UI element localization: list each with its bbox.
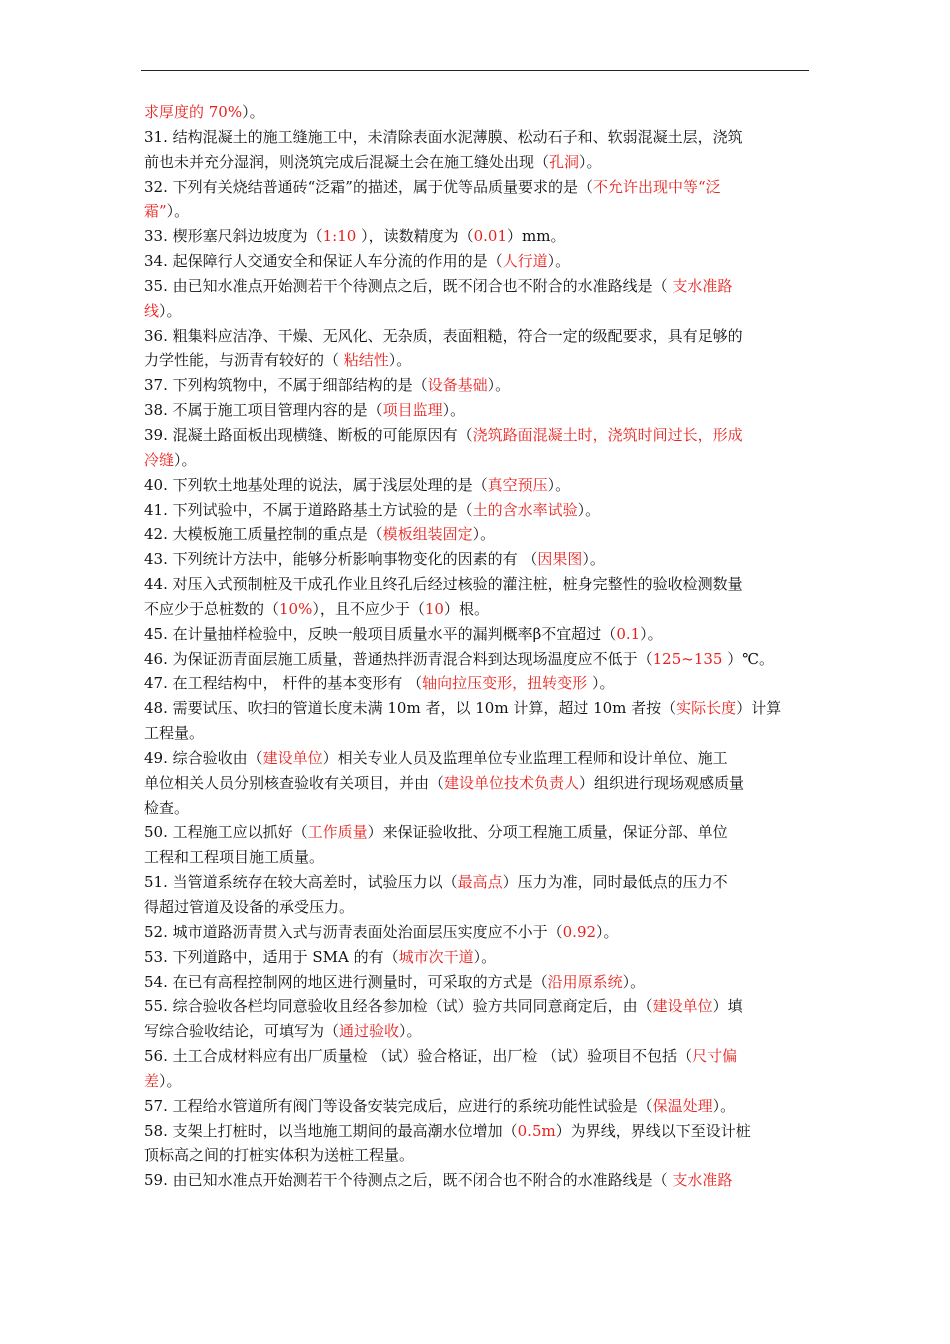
- text-line: [144, 498, 812, 523]
- question-text: ）来保证验收批、分项工程施工质量，保证分部、单位: [367, 823, 728, 842]
- answer-text: 0.5m: [517, 1121, 556, 1140]
- question-text: 顶标高之间的打桩实体积为送桩工程量。: [144, 1146, 415, 1165]
- answer-text: 沿用原系统: [547, 972, 623, 991]
- answer-text: 支水准路: [672, 276, 733, 295]
- question-text: 47. 在工程结构中， 杆件的基本变形有 （: [144, 674, 423, 693]
- text-line: [144, 895, 812, 920]
- text-line: [144, 473, 812, 498]
- answer-text: 支水准路: [672, 1171, 733, 1190]
- question-text: 38. 不属于施工项目管理内容的是（: [144, 401, 383, 420]
- question-text: ）。: [473, 947, 497, 966]
- question-text: 51. 当管道系统存在较大高差时，试验压力以（: [144, 873, 458, 892]
- question-text: ）。: [547, 475, 571, 494]
- question-text: ）mm。: [507, 227, 566, 246]
- text-line: [144, 1119, 812, 1144]
- question-text: 39. 混凝土路面板出现横缝、断板的可能原因有（: [144, 425, 473, 444]
- text-line: [144, 845, 812, 870]
- text-line: [144, 324, 812, 349]
- question-text: 52. 城市道路沥青贯入式与沥青表面处治面层压实度应不小于（: [144, 922, 563, 941]
- question-text: ）为界线，界线以下至设计桩: [555, 1121, 751, 1140]
- answer-text: 项目监理: [382, 401, 443, 420]
- question-text: ）。: [174, 450, 197, 469]
- answer-text: 0.92: [562, 922, 597, 941]
- header-rule: [141, 70, 809, 71]
- text-line: [144, 1044, 812, 1069]
- question-text: ）压力为准，同时最低点的压力不: [502, 873, 728, 892]
- question-text: ）计算: [736, 699, 782, 718]
- question-text: 工程和工程项目施工质量。: [144, 848, 325, 867]
- answer-text: 粘结性: [343, 351, 389, 370]
- question-text: ）。: [159, 1071, 182, 1090]
- text-line: [144, 696, 812, 721]
- question-text: 54. 在已有高程控制网的地区进行测量时，可采取的方式是（: [144, 972, 548, 991]
- question-text: ）组织进行现场观感质量: [579, 773, 745, 792]
- answer-text: 土的含水率试验: [472, 500, 578, 519]
- text-line: [144, 423, 812, 448]
- question-text: 55. 综合验收各栏均同意验收且经各参加检（试）验方共同同意商定后，由（: [144, 997, 653, 1016]
- text-line: [144, 994, 812, 1019]
- answer-text: 因果图: [537, 550, 583, 569]
- question-text: 44. 对压入式预制桩及干成孔作业且终孔后经过核验的灌注桩，桩身完整性的验收检测数量: [144, 575, 743, 594]
- answer-text: 尺寸偏: [692, 1047, 738, 1066]
- text-line: [144, 373, 812, 398]
- answer-text: 最高点: [457, 873, 503, 892]
- text-line: [144, 622, 812, 647]
- question-text: 53. 下列道路中，适用于 SMA 的有（: [144, 947, 399, 966]
- question-text: ）。: [242, 103, 265, 121]
- text-line: [144, 870, 812, 895]
- answer-text: 1:10: [322, 227, 362, 246]
- text-line: [144, 547, 812, 572]
- answer-text: 人行道: [502, 252, 548, 271]
- question-text: 34. 起保障行人交通安全和保证人车分流的作用的是（: [144, 252, 503, 271]
- text-line: [144, 299, 812, 324]
- answer-text: 孔洞: [549, 152, 580, 171]
- question-text: 检查。: [144, 798, 190, 817]
- text-line: [144, 721, 812, 746]
- text-line: [144, 970, 812, 995]
- text-line: [144, 572, 812, 597]
- question-text: 不应少于总桩数的（: [144, 599, 280, 618]
- text-line: [144, 175, 812, 200]
- answer-text: 真空预压: [487, 475, 548, 494]
- question-text: 得超过管道及设备的承受压力。: [144, 898, 355, 916]
- text-line: [144, 1168, 812, 1193]
- question-text: ）。: [591, 674, 615, 693]
- answer-text: 线: [144, 301, 160, 320]
- answer-text: 浇筑路面混凝土时，浇筑时间过长，形成: [472, 425, 743, 444]
- question-text: ）。: [487, 376, 511, 395]
- text-line: [144, 522, 812, 547]
- question-text: ）根。: [443, 599, 489, 618]
- answer-text: 模板组装固定: [382, 525, 473, 544]
- answer-text: 保温处理: [652, 1096, 713, 1115]
- document-body: [144, 100, 812, 1193]
- text-line: [144, 671, 812, 696]
- text-line: [144, 249, 812, 274]
- question-text: 46. 为保证沥青面层施工质量，普通热拌沥青混合料到达现场温度应不低于（: [144, 649, 653, 668]
- question-text: ）。: [547, 252, 571, 271]
- answer-text: 不允许出现中等“泛: [592, 177, 721, 196]
- question-text: 力学性能，与沥青有较好的（: [144, 351, 344, 370]
- answer-text: 工作质量: [307, 823, 368, 842]
- question-text: 37. 下列构筑物中，不属于细部结构的是（: [144, 376, 428, 395]
- question-text: ）。: [442, 401, 466, 420]
- answer-text: 霜”: [144, 202, 167, 221]
- question-text: 36. 粗集料应洁净、干燥、无风化、无杂质，表面粗糙，符合一定的级配要求，具有足够的: [144, 326, 743, 345]
- question-text: ）。: [159, 301, 182, 320]
- question-text: ）。: [712, 1096, 736, 1115]
- answer-text: 实际长度: [676, 699, 737, 718]
- text-line: [144, 348, 812, 373]
- text-line: [144, 820, 812, 845]
- question-text: ）。: [596, 922, 619, 941]
- question-text: ）。: [640, 624, 663, 643]
- text-line: [144, 746, 812, 771]
- text-line: [144, 398, 812, 423]
- text-line: [144, 945, 812, 970]
- text-line: [144, 796, 812, 821]
- question-text: ）℃。: [727, 649, 775, 668]
- text-line: [144, 125, 812, 150]
- question-text: ）。: [472, 525, 496, 544]
- question-text: 单位相关人员分别核查验收有关项目，并由（: [144, 773, 445, 792]
- answer-text: 求厚度的 70%: [144, 103, 243, 121]
- question-text: 58. 支架上打桩时，以当地施工期间的最高潮水位增加（: [144, 1121, 518, 1140]
- text-line: [144, 150, 812, 175]
- answer-text: 城市次干道: [398, 947, 474, 966]
- answer-text: 0.1: [616, 624, 641, 643]
- answer-text: 冷缝: [144, 450, 175, 469]
- answer-text: 差: [144, 1071, 160, 1090]
- text-line: [144, 920, 812, 945]
- text-line: [144, 199, 812, 224]
- text-line: [144, 448, 812, 473]
- question-text: 35. 由已知水准点开始测若干个待测点之后，既不闭合也不附合的水准路线是（: [144, 276, 673, 295]
- answer-text: 10: [424, 599, 444, 618]
- question-text: 41. 下列试验中，不属于道路路基土方试验的是（: [144, 500, 473, 519]
- question-text: 32. 下列有关烧结普通砖“泛霜”的描述，属于优等品质量要求的是（: [144, 177, 593, 196]
- question-text: ）填: [712, 997, 743, 1016]
- question-text: ），且不应少于（: [312, 599, 425, 618]
- question-text: 50. 工程施工应以抓好（: [144, 823, 308, 842]
- text-line: [144, 1094, 812, 1119]
- answer-text: 通过验收: [339, 1022, 400, 1041]
- answer-text: 设备基础: [427, 376, 488, 395]
- answer-text: 轴向拉压变形，扭转变形: [422, 674, 592, 693]
- question-text: 45. 在计量抽样检验中，反映一般项目质量水平的漏判概率β不宜超过（: [144, 624, 617, 643]
- text-line: [144, 1143, 812, 1168]
- question-text: ）相关专业人员及监理单位专业监理工程师和设计单位、施工: [322, 748, 728, 767]
- answer-text: 建设单位技术负责人: [444, 773, 580, 792]
- text-line: [144, 597, 812, 622]
- question-text: ）。: [399, 1022, 422, 1041]
- answer-text: 0.01: [473, 227, 507, 246]
- text-line: [144, 771, 812, 796]
- question-text: ）。: [579, 152, 602, 171]
- answer-text: 10%: [279, 599, 313, 618]
- answer-text: 建设单位: [262, 748, 323, 767]
- question-text: 43. 下列统计方法中，能够分析影响事物变化的因素的有 （: [144, 550, 538, 569]
- question-text: 48. 需要试压、吹扫的管道长度未满 10m 者，以 10m 计算，超过 10m 者按（: [144, 699, 677, 718]
- question-text: 40. 下列软土地基处理的说法，属于浅层处理的是（: [144, 475, 488, 494]
- question-text: 33. 楔形塞尺斜边坡度为（: [144, 227, 323, 246]
- question-text: 前也未并充分湿润，则浇筑完成后混凝土会在施工缝处出现（: [144, 152, 550, 171]
- text-line: [144, 1069, 812, 1094]
- text-line: [144, 647, 812, 672]
- question-text: ）。: [577, 500, 601, 519]
- question-text: 写综合验收结论，可填写为（: [144, 1022, 340, 1041]
- text-line: [144, 100, 812, 125]
- text-line: [144, 274, 812, 299]
- question-text: ）。: [166, 202, 190, 221]
- question-text: 31. 结构混凝土的施工缝施工中，未清除表面水泥薄膜、松动石子和、软弱混凝土层，浇筑: [144, 127, 743, 146]
- question-text: 59. 由已知水准点开始测若干个待测点之后，既不闭合也不附合的水准路线是（: [144, 1171, 673, 1190]
- question-text: 56. 土工合成材料应有出厂质量检 （试）验合格证，出厂检 （试）验项目不包括（: [144, 1047, 693, 1066]
- question-text: 42. 大模板施工质量控制的重点是（: [144, 525, 383, 544]
- question-text: ）。: [622, 972, 646, 991]
- answer-text: 建设单位: [652, 997, 713, 1016]
- question-text: ）。: [388, 351, 412, 370]
- question-text: 57. 工程给水管道所有阀门等设备安装完成后，应进行的系统功能性试验是（: [144, 1096, 653, 1115]
- question-text: 49. 综合验收由（: [144, 748, 263, 767]
- question-text: ）。: [582, 550, 605, 569]
- question-text: 工程量。: [144, 724, 205, 743]
- answer-text: 125~135: [652, 649, 728, 668]
- text-line: [144, 224, 812, 249]
- text-line: [144, 1019, 812, 1044]
- question-text: ），读数精度为（: [361, 227, 474, 246]
